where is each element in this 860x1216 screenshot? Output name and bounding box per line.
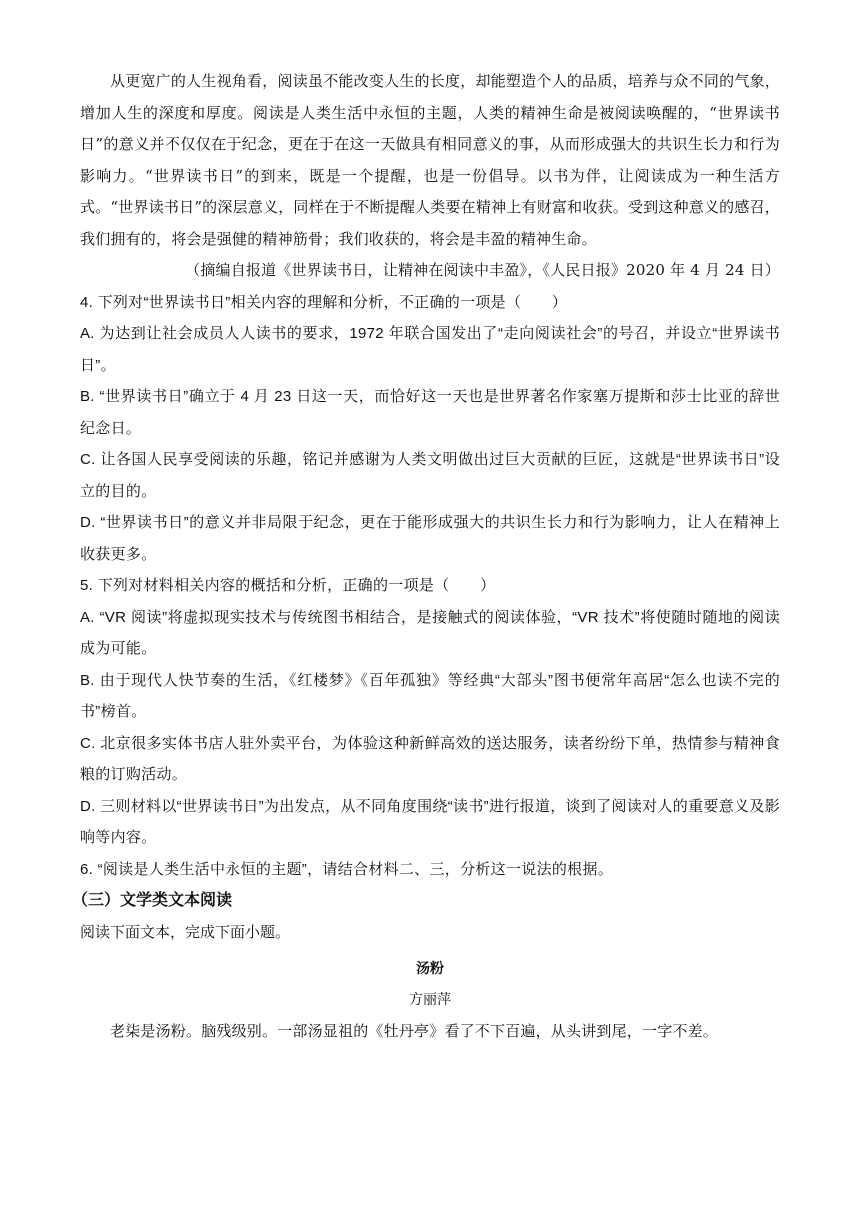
- option-a: A. “VR 阅读”将虚拟现实技术与传统图书相结合，是接触式的阅读体验，“VR 技术”将使随时随地的阅读成为可能。: [80, 608, 780, 657]
- story-author: 方丽萍: [409, 992, 451, 1008]
- question-6: [80, 854, 780, 886]
- passage-source: （摘编自报道《世界读书日，让精神在阅读中丰盈》，《人民日报》2020 年 4 月 24 日）: [185, 261, 780, 279]
- option-b: B. 由于现代人快节奏的生活，《红楼梦》《百年孤独》等经典“大部头”图书便常年高居“怎么也读不完的书”榜首。: [80, 671, 780, 720]
- question-stem: 4. 下列对“世界读书日”相关内容的理解和分析，不正确的一项是（ ）: [80, 293, 568, 311]
- question-stem: 5. 下列对材料相关内容的概括和分析，正确的一项是（ ）: [80, 577, 496, 594]
- option-c: C. 让各国人民享受阅读的乐趣，铭记并感谢为人类文明做出过巨大贡献的巨匠，这就是“世界读书日”设立的目的。: [80, 451, 780, 500]
- question-5: [80, 570, 780, 854]
- section-instruction: 阅读下面文本，完成下面小题。: [80, 923, 291, 941]
- question-stem: 6. “阅读是人类生活中永恒的主题”，请结合材料二、三，分析这一说法的根据。: [80, 860, 614, 878]
- section-title: （三）文学类文本阅读: [72, 892, 233, 909]
- question-4: [80, 287, 780, 571]
- passage-paragraph: 从更宽广的人生视角看，阅读虽不能改变人生的长度，却能塑造个人的品质，培养与众不同的气象，增加人生的深度和厚度。阅读是人类生活中永恒的主题，人类的精神生命是被阅读唤醒的，“世界读书日”的意义并不仅仅在于纪念，更在于在这一天做具有相同意义的事，从而形成强大的共识生长力和行为影响力。“世界读书日”的到来，既是一个提醒，也是一份倡导。以书为伴，让阅读成为一种生活方式。“世界读书日”的深层意义，同样在于不断提醒人类要在精神上有财富和收获。受到这种意义的感召，我们拥有的，将会是强健的精神筋骨；我们收获的，将会是丰盈的精神生命。: [80, 72, 780, 248]
- option-d: D. “世界读书日”的意义并非局限于纪念，更在于能形成强大的共识生长力和行为影响力，让人在精神上收获更多。: [80, 514, 780, 563]
- option-d: D. 三则材料以“世界读书日”为出发点，从不同角度围绕“读书”进行报道，谈到了阅读对人的重要意义及影响等内容。: [80, 797, 780, 846]
- story-title: 汤粉: [416, 961, 444, 977]
- option-c: C. 北京很多实体书店人驻外卖平台，为体验这种新鲜高效的送达服务，读者纷纷下单，热情参与精神食粮的订购活动。: [80, 734, 780, 783]
- option-b: B. “世界读书日”确立于 4 月 23 日这一天，而恰好这一天也是世界著名作家塞万提斯和莎士比亚的辞世纪念日。: [80, 388, 780, 437]
- story-paragraph: 老柒是汤粉。脑残级别。一部汤显祖的《牡丹亭》看了不下百遍，从头讲到尾，一字不差。: [110, 1022, 719, 1040]
- document-page: [72, 66, 780, 1047]
- option-a: A. 为达到让社会成员人人读书的要求，1972 年联合国发出了“走向阅读社会”的号召，并设立“世界读书日”。: [80, 325, 780, 374]
